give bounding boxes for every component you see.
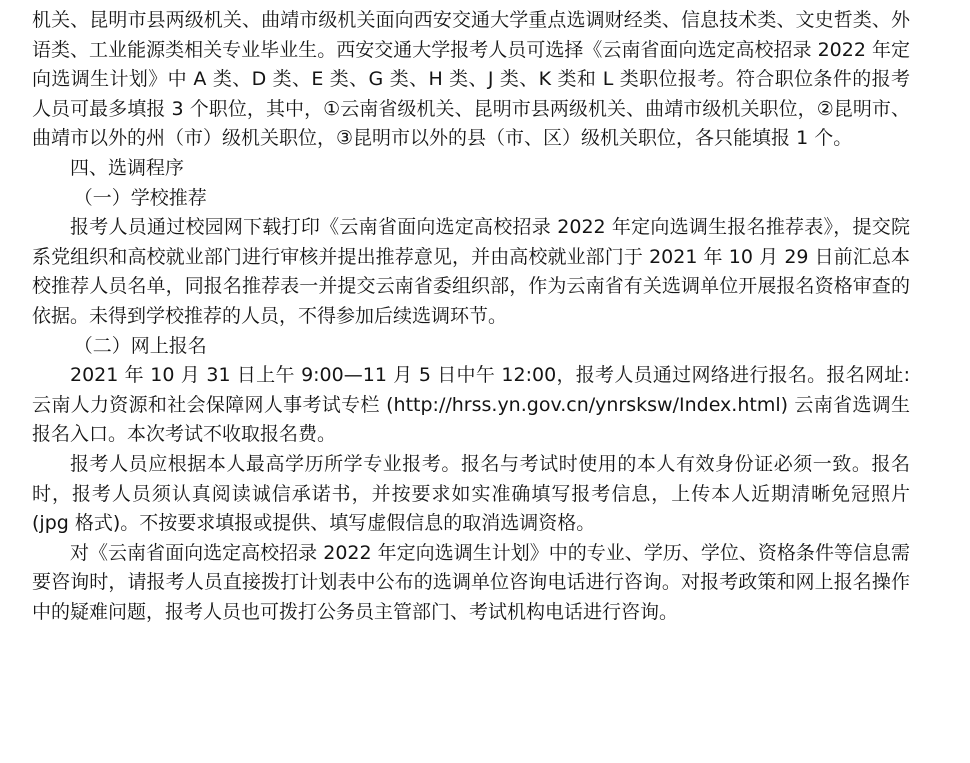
paragraph-online-registration: 2021 年 10 月 31 日上午 9:00—11 月 5 日中午 12:00，报考人员通过网络进行报名。报名网址: 云南人力资源和社会保障网人事考试专栏 (http://hrss.yn.gov.cn/ynrsksw/Index.html) 云南省选调生报名入口。本次考试不收取报名费。 [32, 364, 910, 446]
section-heading-selection-procedure: 四、选调程序 [70, 156, 185, 179]
subheading-school-recommendation: （一）学校推荐 [73, 186, 207, 209]
subheading-online-registration: （二）网上报名 [73, 334, 207, 357]
paragraph-registration-requirements: 报考人员应根据本人最高学历所学专业报考。报名与考试时使用的本人有效身份证必须一致。报名时，报考人员须认真阅读诚信承诺书，并按要求如实准确填写报考信息，上传本人近期清晰免冠照片 (jpg 格式)。不按要求填报或提供、填写虚假信息的取消选调资格。 [32, 452, 910, 535]
paragraph-school-recommendation: 报考人员通过校园网下载打印《云南省面向选定高校招录 2022 年定向选调生报名推荐表》，提交院系党组织和高校就业部门进行审核并提出推荐意见，并由高校就业部门于 2021 年 10 月 29 日前汇总本校推荐人员名单，同报名推荐表一并提交云南省委组织部，作为云南省有关选调单位开展报名资格审查的依据。未得到学校推荐的人员，不得参加后续选调环节。 [32, 216, 910, 327]
paragraph-eligible-categories: 机关、昆明市县两级机关、曲靖市级机关面向西安交通大学重点选调财经类、信息技术类、文史哲类、外语类、工业能源类相关专业毕业生。西安交通大学报考人员可选择《云南省面向选定高校招录 2022 年定向选调生计划》中 A 类、D 类、E 类、G 类、H 类、J 类、K 类和 L 类职位报考。符合职位条件的报考人员可最多填报 3 个职位，其中，①云南省级机关、昆明市县两级机关、曲靖市级机关职位，②昆明市、曲靖市以外的州（市）级机关职位，③昆明市以外的县（市、区）级机关职位，各只能填报 1 个。 [32, 9, 910, 150]
paragraph-consultation: 对《云南省面向选定高校招录 2022 年定向选调生计划》中的专业、学历、学位、资格条件等信息需要咨询时，请报考人员直接拨打计划表中公布的选调单位咨询电话进行咨询。对报考政策和网上报名操作中的疑难问题，报考人员也可拨打公务员主管部门、考试机构电话进行咨询。 [32, 541, 910, 623]
